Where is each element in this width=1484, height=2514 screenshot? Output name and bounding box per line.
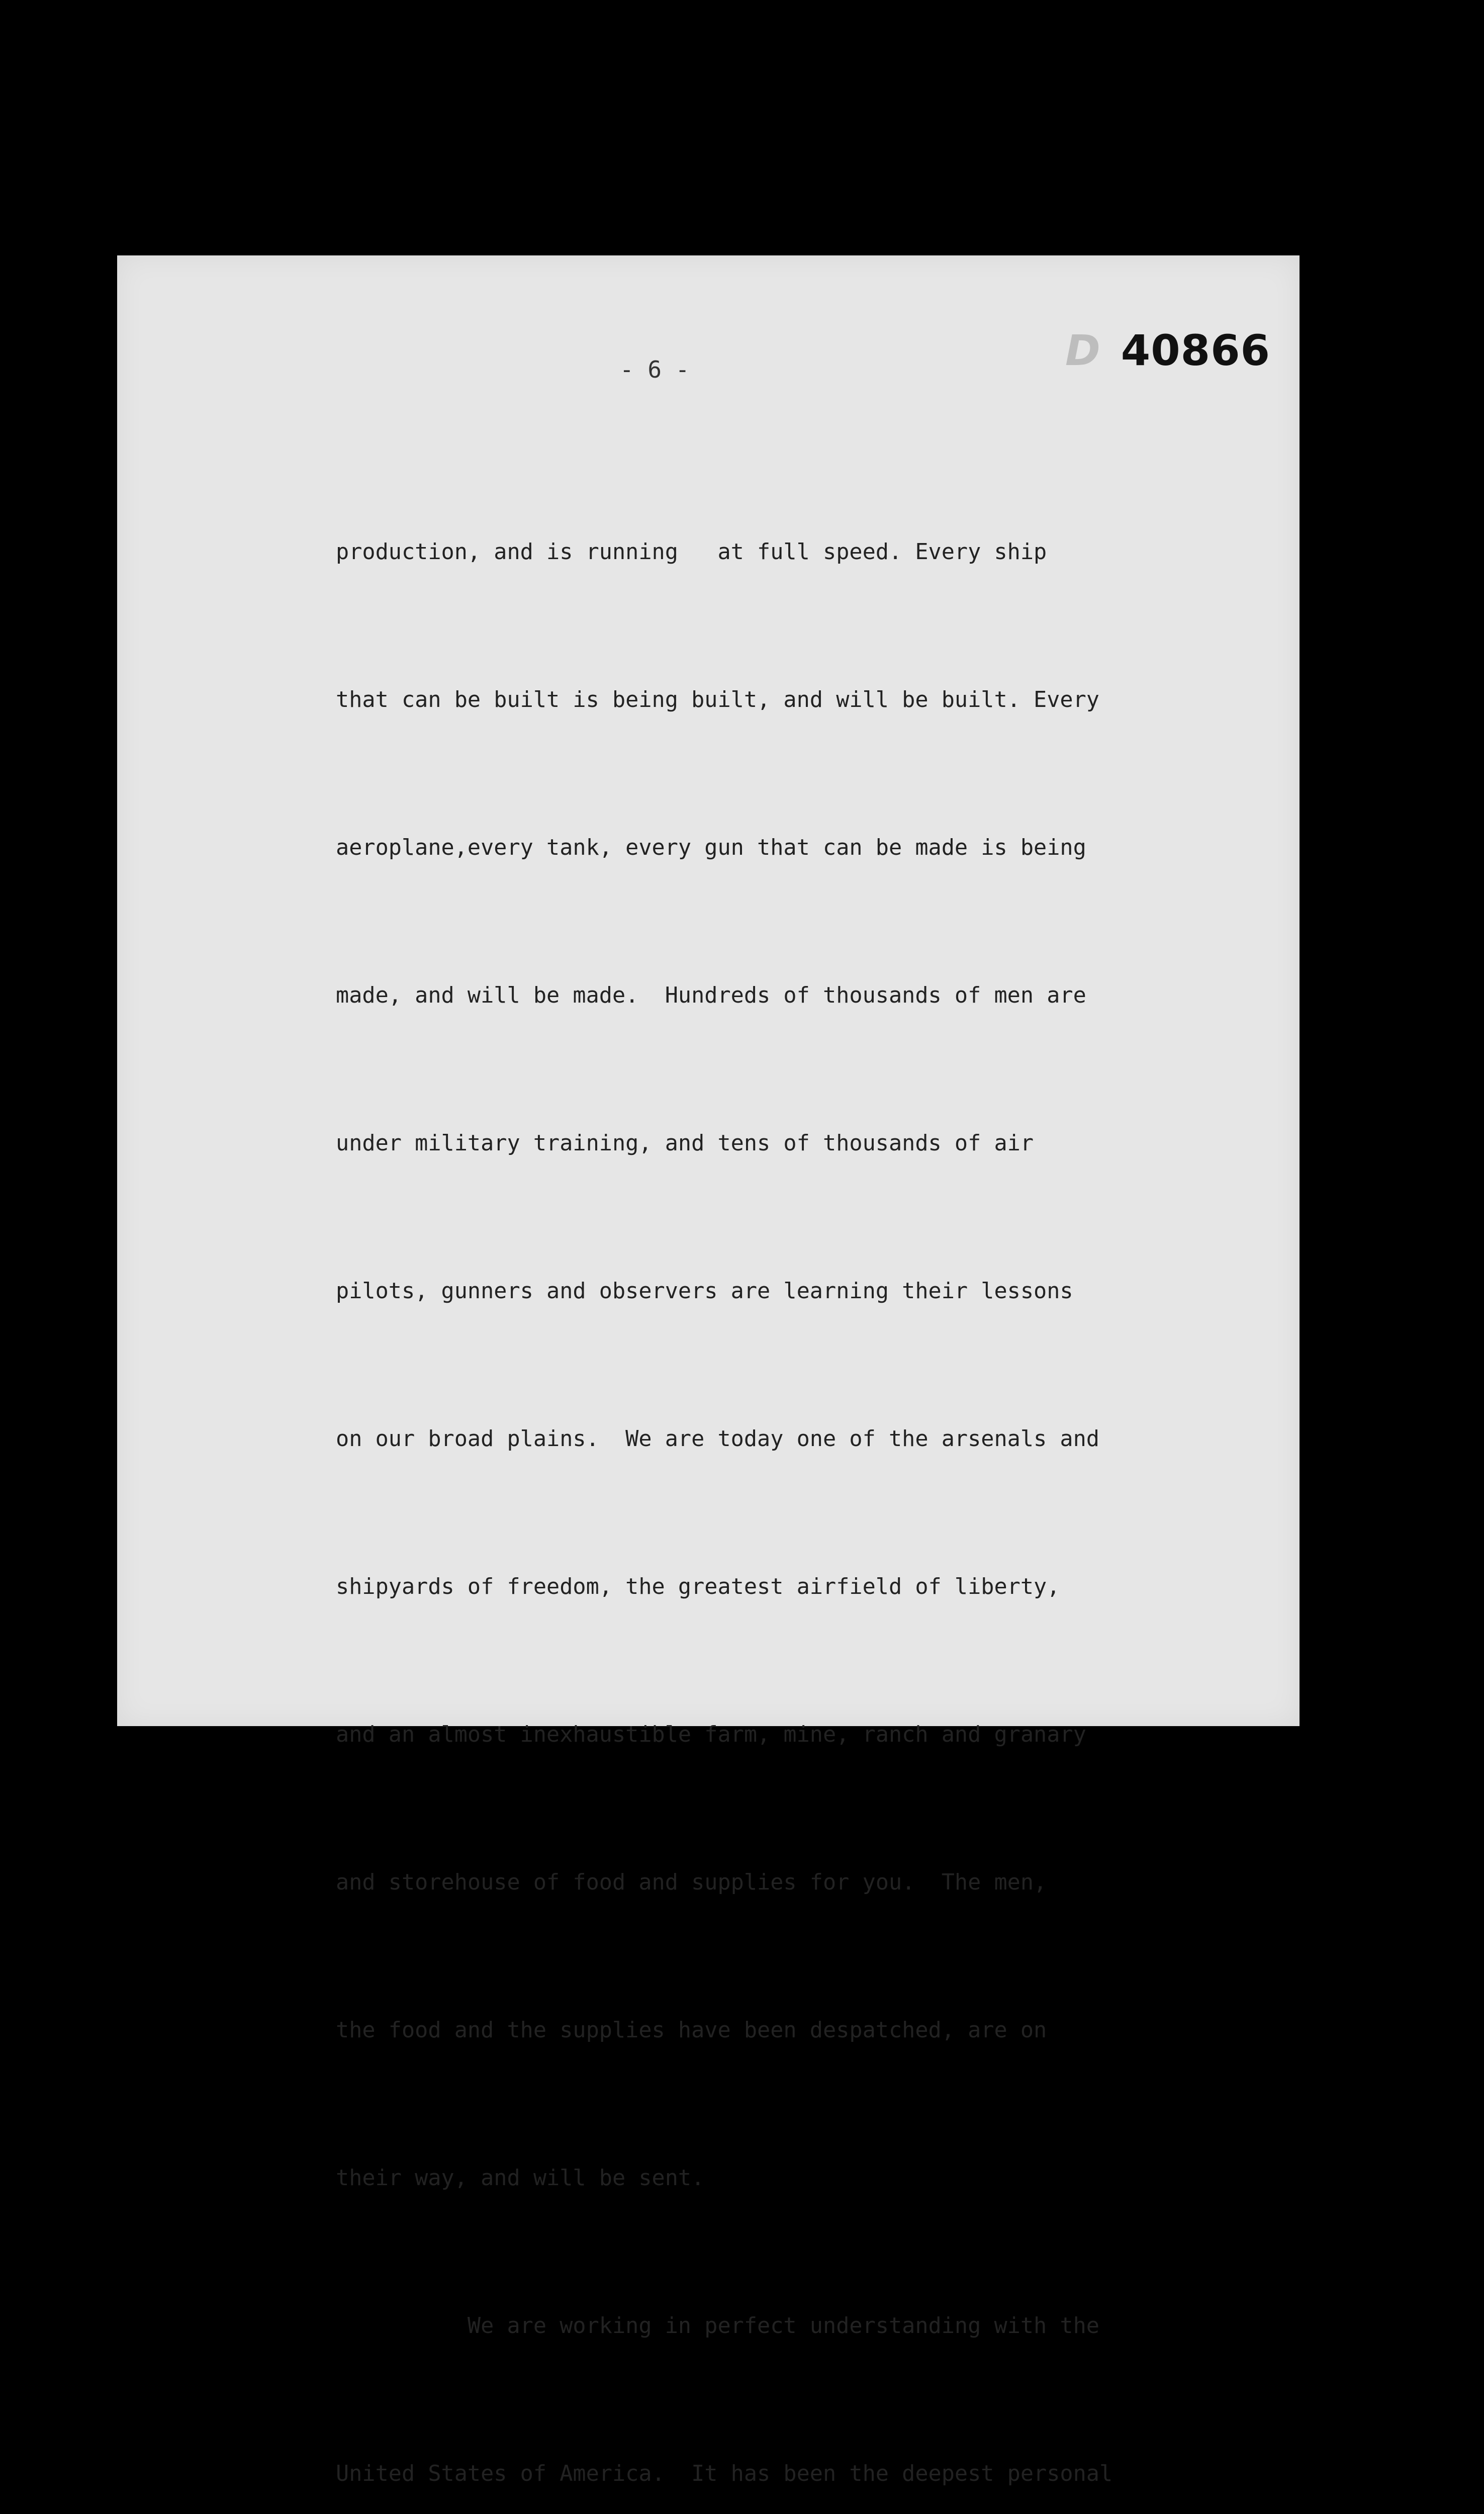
document-number: 40866 (1121, 326, 1270, 375)
stamp-letter: D (1065, 326, 1101, 375)
page-number: - 6 - (620, 356, 690, 383)
text-line: on our broad plains. We are today one of the arsenals and (336, 1426, 1099, 1452)
text-line: their way, and will be sent. (336, 2166, 705, 2191)
text-line: under military training, and tens of thousands of air (336, 1131, 1034, 1156)
text-line: and an almost inexhaustible farm, mine, ranch and granary (336, 1722, 1086, 1747)
text-line: pilots, gunners and observers are learning their lessons (336, 1279, 1073, 1304)
text-line: We are working in perfect understanding with the (336, 2313, 1099, 2339)
text-line: shipyards of freedom, the greatest airfield of liberty, (336, 1574, 1060, 1599)
text-line: the food and the supplies have been despatched, are on (336, 2018, 1047, 2043)
text-line: that can be built is being built, and will be built. Every (336, 687, 1099, 712)
text-line: and storehouse of food and supplies for you. The men, (336, 1870, 1047, 1895)
document-number-stamp (1065, 326, 1270, 375)
text-line: production, and is running at full speed. Every ship (336, 540, 1047, 565)
document-page (117, 255, 1300, 2486)
body-text (336, 429, 1271, 2514)
text-line: United States of America. It has been the deepest personal (336, 2461, 1113, 2486)
text-line: aeroplane,every tank, every gun that can be made is being (336, 835, 1086, 860)
text-line: made, and will be made. Hundreds of thousands of men are (336, 983, 1086, 1008)
